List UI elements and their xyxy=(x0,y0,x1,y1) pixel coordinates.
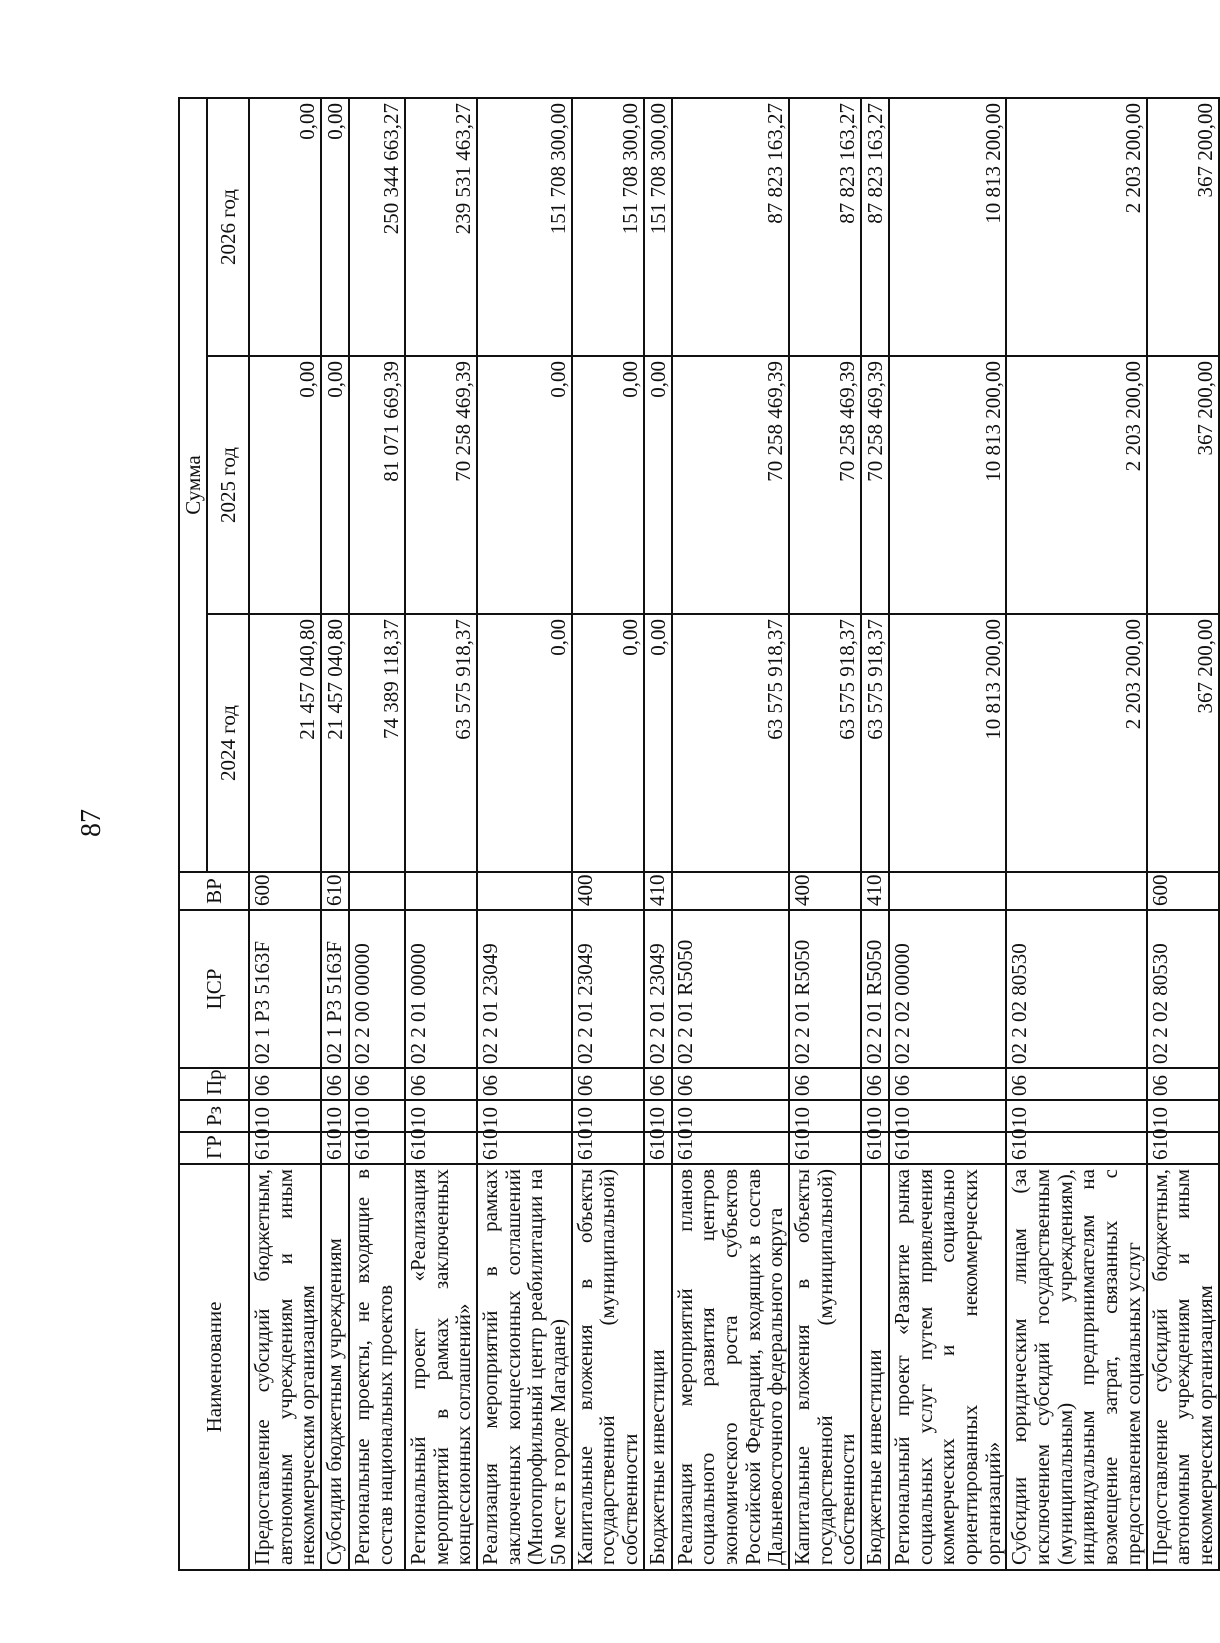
row-sum-2024: 74 389 118,37 xyxy=(349,614,405,872)
row-sum-2024: 63 575 918,37 xyxy=(789,614,861,872)
header-rz: Рз xyxy=(179,1100,249,1132)
row-sum-2025: 2 203 200,00 xyxy=(1006,356,1146,614)
row-sum-2026: 151 708 300,00 xyxy=(572,98,644,356)
header-pr: Пр xyxy=(179,1068,249,1100)
header-sum: Сумма xyxy=(179,98,207,872)
row-gr: 610 xyxy=(1147,1132,1219,1164)
header-csr: ЦСР xyxy=(179,910,249,1068)
row-sum-2025: 0,00 xyxy=(249,356,321,614)
table-row xyxy=(889,98,1006,1570)
row-pr: 06 xyxy=(477,1068,572,1100)
row-vr: 610 xyxy=(321,872,349,910)
row-gr: 610 xyxy=(321,1132,349,1164)
row-pr: 06 xyxy=(572,1068,644,1100)
row-csr: 02 2 01 23049 xyxy=(477,910,572,1068)
row-rz: 10 xyxy=(644,1100,672,1132)
row-sum-2026: 10 813 200,00 xyxy=(889,98,1006,356)
row-rz: 10 xyxy=(321,1100,349,1132)
row-sum-2025: 70 258 469,39 xyxy=(405,356,477,614)
row-name: Бюджетные инвестиции xyxy=(644,1164,672,1570)
row-rz: 10 xyxy=(1006,1100,1146,1132)
header-year-2025: 2025 год xyxy=(207,356,249,614)
row-csr: 02 1 Р3 5163F xyxy=(321,910,349,1068)
row-sum-2024: 63 575 918,37 xyxy=(405,614,477,872)
row-pr: 06 xyxy=(889,1068,1006,1100)
row-csr: 02 2 02 80530 xyxy=(1006,910,1146,1068)
row-gr: 610 xyxy=(672,1132,789,1164)
row-gr: 610 xyxy=(477,1132,572,1164)
row-gr: 610 xyxy=(789,1132,861,1164)
table-row xyxy=(861,98,889,1570)
row-rz: 10 xyxy=(572,1100,644,1132)
row-sum-2024: 21 457 040,80 xyxy=(249,614,321,872)
row-sum-2026: 2 203 200,00 xyxy=(1006,98,1146,356)
table-row xyxy=(1006,98,1146,1570)
row-pr: 06 xyxy=(672,1068,789,1100)
row-rz: 10 xyxy=(789,1100,861,1132)
row-csr: 02 2 01 23049 xyxy=(572,910,644,1068)
row-sum-2025: 0,00 xyxy=(477,356,572,614)
row-name: Предоставление субсидий бюджетным, автономным учреждениям и иным некоммерческим организациям xyxy=(249,1164,321,1570)
row-rz: 10 xyxy=(672,1100,789,1132)
table-row xyxy=(789,98,861,1570)
row-sum-2026: 151 708 300,00 xyxy=(477,98,572,356)
row-sum-2026: 0,00 xyxy=(321,98,349,356)
row-name: Субсидии бюджетным учреждениям xyxy=(321,1164,349,1570)
row-sum-2024: 63 575 918,37 xyxy=(672,614,789,872)
budget-table xyxy=(178,97,1220,1571)
row-sum-2025: 70 258 469,39 xyxy=(672,356,789,614)
row-gr: 610 xyxy=(861,1132,889,1164)
row-name: Капитальные вложения в объекты государственной (муниципальной) собственности xyxy=(572,1164,644,1570)
row-sum-2025: 81 071 669,39 xyxy=(349,356,405,614)
row-name: Региональный проект «Развитие рынка социальных услуг путем привлечения коммерческих и социально ориентированных некоммерческих организаций» xyxy=(889,1164,1006,1570)
row-vr: 400 xyxy=(572,872,644,910)
row-gr: 610 xyxy=(644,1132,672,1164)
row-sum-2025: 0,00 xyxy=(321,356,349,614)
row-rz: 10 xyxy=(477,1100,572,1132)
row-gr: 610 xyxy=(1006,1132,1146,1164)
header-name: Наименование xyxy=(179,1164,249,1570)
row-csr: 02 2 01 00000 xyxy=(405,910,477,1068)
row-rz: 10 xyxy=(861,1100,889,1132)
row-vr xyxy=(672,872,789,910)
row-pr: 06 xyxy=(249,1068,321,1100)
row-vr: 400 xyxy=(789,872,861,910)
header-vr: ВР xyxy=(179,872,249,910)
row-name: Региональные проекты, не входящие в состав национальных проектов xyxy=(349,1164,405,1570)
row-pr: 06 xyxy=(1006,1068,1146,1100)
row-csr: 02 2 00 00000 xyxy=(349,910,405,1068)
row-csr: 02 2 01 23049 xyxy=(644,910,672,1068)
row-sum-2025: 0,00 xyxy=(644,356,672,614)
row-name: Бюджетные инвестиции xyxy=(861,1164,889,1570)
header-year-2024: 2024 год xyxy=(207,614,249,872)
row-sum-2025: 367 200,00 xyxy=(1147,356,1219,614)
row-csr: 02 2 01 R5050 xyxy=(789,910,861,1068)
row-pr: 06 xyxy=(644,1068,672,1100)
table-row xyxy=(644,98,672,1570)
row-csr: 02 2 01 R5050 xyxy=(861,910,889,1068)
row-sum-2026: 250 344 663,27 xyxy=(349,98,405,356)
row-csr: 02 2 02 80530 xyxy=(1147,910,1219,1068)
row-name: Региональный проект «Реализация мероприятий в рамках заключенных концессионных соглашений» xyxy=(405,1164,477,1570)
row-vr: 600 xyxy=(249,872,321,910)
row-vr xyxy=(405,872,477,910)
row-sum-2024: 63 575 918,37 xyxy=(861,614,889,872)
row-vr xyxy=(889,872,1006,910)
row-csr: 02 1 Р3 5163F xyxy=(249,910,321,1068)
table-row xyxy=(477,98,572,1570)
row-sum-2026: 367 200,00 xyxy=(1147,98,1219,356)
page-number: 87 xyxy=(76,809,107,837)
table-row xyxy=(672,98,789,1570)
row-vr xyxy=(1006,872,1146,910)
row-sum-2025: 70 258 469,39 xyxy=(861,356,889,614)
row-name: Предоставление субсидий бюджетным, автономным учреждениям и иным некоммерческим организациям xyxy=(1147,1164,1219,1570)
row-vr: 410 xyxy=(644,872,672,910)
row-csr: 02 2 01 R5050 xyxy=(672,910,789,1068)
table-row xyxy=(349,98,405,1570)
row-sum-2025: 0,00 xyxy=(572,356,644,614)
row-rz: 10 xyxy=(349,1100,405,1132)
row-name: Капитальные вложения в объекты государственной (муниципальной) собственности xyxy=(789,1164,861,1570)
row-name: Реализация мероприятий планов социального развития центров экономического роста субъектов Российской Федерации, входящих в состав Дальневосточного федерального округа xyxy=(672,1164,789,1570)
row-gr: 610 xyxy=(405,1132,477,1164)
row-vr: 410 xyxy=(861,872,889,910)
table-row xyxy=(1147,98,1219,1570)
row-rz: 10 xyxy=(405,1100,477,1132)
row-name: Реализация мероприятий в рамках заключенных концессионных соглашений (Многопрофильный центр реабилитации на 50 мест в городе Магадане) xyxy=(477,1164,572,1570)
row-sum-2024: 10 813 200,00 xyxy=(889,614,1006,872)
row-sum-2026: 87 823 163,27 xyxy=(789,98,861,356)
row-sum-2024: 367 200,00 xyxy=(1147,614,1219,872)
row-vr: 600 xyxy=(1147,872,1219,910)
row-rz: 10 xyxy=(889,1100,1006,1132)
row-name: Субсидии юридическим лицам (за исключением субсидий государственным (муниципальным) учреждениям), индивидуальным предпринимателям на возмещение затрат, связанных с предоставлением социальных услуг xyxy=(1006,1164,1146,1570)
table-row xyxy=(405,98,477,1570)
row-vr xyxy=(477,872,572,910)
row-pr: 06 xyxy=(789,1068,861,1100)
row-gr: 610 xyxy=(889,1132,1006,1164)
row-gr: 610 xyxy=(349,1132,405,1164)
header-gr: ГР xyxy=(179,1132,249,1164)
header-year-2026: 2026 год xyxy=(207,98,249,356)
table-row xyxy=(572,98,644,1570)
row-sum-2025: 10 813 200,00 xyxy=(889,356,1006,614)
rotated-page-content xyxy=(178,99,1217,1571)
row-csr: 02 2 02 00000 xyxy=(889,910,1006,1068)
row-sum-2024: 0,00 xyxy=(572,614,644,872)
row-sum-2025: 70 258 469,39 xyxy=(789,356,861,614)
row-sum-2026: 87 823 163,27 xyxy=(861,98,889,356)
row-pr: 06 xyxy=(1147,1068,1219,1100)
row-pr: 06 xyxy=(349,1068,405,1100)
row-sum-2024: 0,00 xyxy=(477,614,572,872)
table-row xyxy=(249,98,321,1570)
table-row xyxy=(321,98,349,1570)
row-sum-2026: 0,00 xyxy=(249,98,321,356)
row-sum-2024: 21 457 040,80 xyxy=(321,614,349,872)
row-vr xyxy=(349,872,405,910)
row-sum-2024: 0,00 xyxy=(644,614,672,872)
row-rz: 10 xyxy=(1147,1100,1219,1132)
row-sum-2024: 2 203 200,00 xyxy=(1006,614,1146,872)
row-pr: 06 xyxy=(861,1068,889,1100)
row-sum-2026: 239 531 463,27 xyxy=(405,98,477,356)
row-sum-2026: 151 708 300,00 xyxy=(644,98,672,356)
row-pr: 06 xyxy=(321,1068,349,1100)
row-gr: 610 xyxy=(249,1132,321,1164)
row-rz: 10 xyxy=(249,1100,321,1132)
row-pr: 06 xyxy=(405,1068,477,1100)
row-sum-2026: 87 823 163,27 xyxy=(672,98,789,356)
row-gr: 610 xyxy=(572,1132,644,1164)
